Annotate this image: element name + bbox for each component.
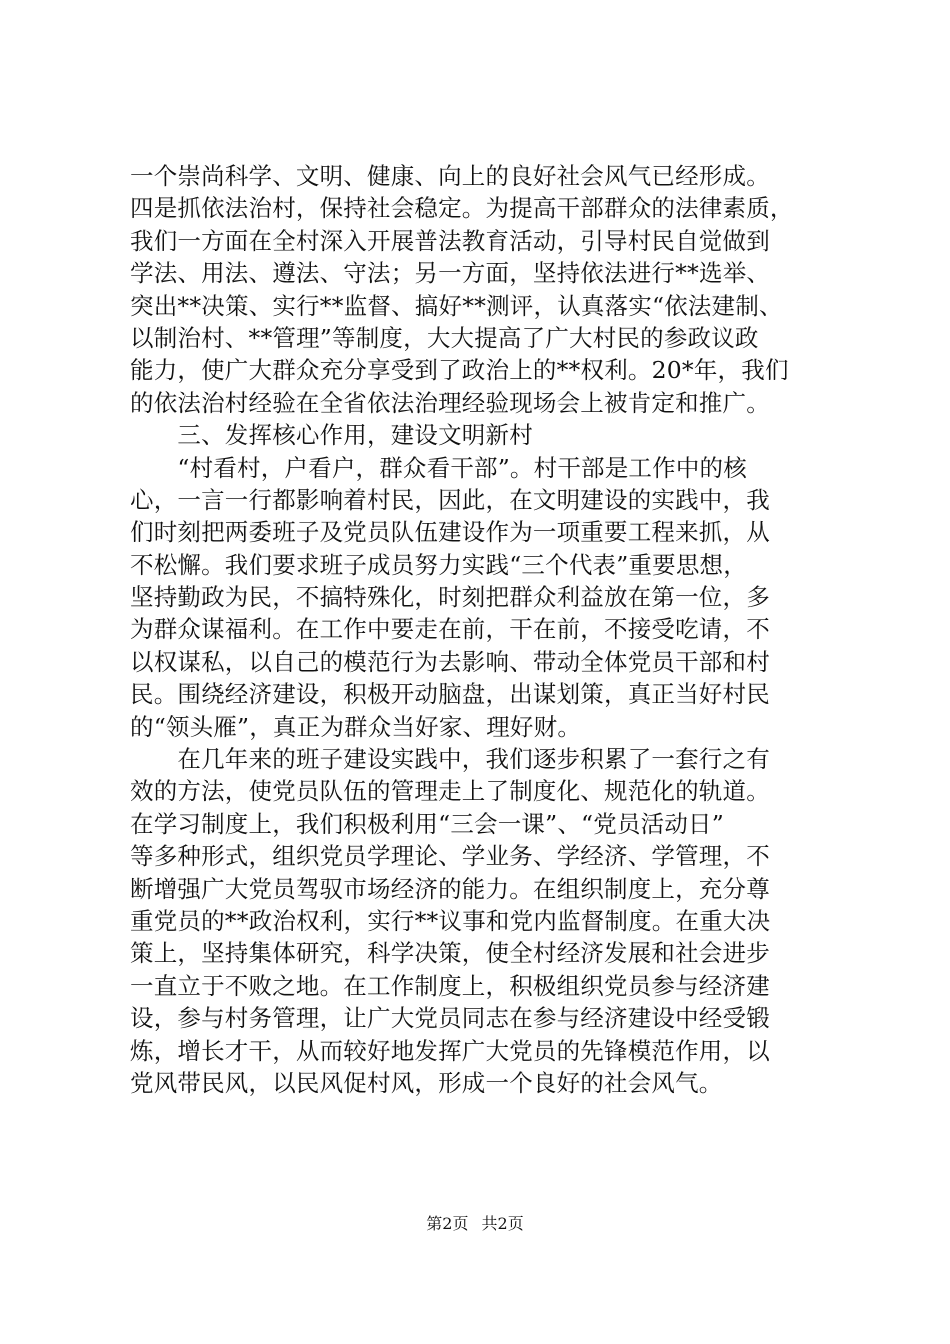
text-line: 重党员的**政治权利，实行**议事和党内监督制度。在重大决: [130, 906, 771, 935]
text-line: 的“领头雁”，真正为群众当好家、理好财。: [130, 712, 582, 741]
text-line: “村看村，户看户，群众看干部”。村干部是工作中的核: [130, 453, 747, 482]
text-line: 为群众谋福利。在工作中要走在前，干在前，不接受吃请，不: [130, 615, 770, 644]
text-line: 效的方法，使党员队伍的管理走上了制度化、规范化的轨道。: [130, 777, 770, 806]
text-line: 党风带民风，以民风促村风，形成一个良好的社会风气。: [130, 1068, 723, 1097]
text-line: 不松懈。我们要求班子成员努力实践“三个代表”重要思想，: [130, 550, 747, 579]
text-line: 等多种形式，组织党员学理论、学业务、学经济、学管理，不: [130, 842, 770, 871]
page-total: 共2页: [481, 1214, 524, 1233]
page-footer: [0, 1213, 950, 1235]
text-line: 设，参与村务管理，让广大党员同志在参与经济建设中经受锻: [130, 1004, 770, 1033]
text-line: 在学习制度上，我们积极利用“三会一课”、“党员活动日”: [130, 809, 724, 838]
text-line: 以制治村、**管理”等制度，大大提高了广大村民的参政议政: [130, 323, 759, 352]
text-line: 一直立于不败之地。在工作制度上，积极组织党员参与经济建: [130, 971, 770, 1000]
text-line: 以权谋私，以自己的模范行为去影响、带动全体党员干部和村: [130, 647, 770, 676]
text-line: 一个崇尚科学、文明、健康、向上的良好社会风气已经形成。: [130, 162, 770, 190]
text-line: 断增强广大党员驾驭市场经济的能力。在组织制度上，充分尊: [130, 874, 770, 903]
text-line: 坚持勤政为民，不搞特殊化，时刻把群众利益放在第一位，多: [130, 583, 770, 612]
text-line: 四是抓依法治村，保持社会稳定。为提高干部群众的法律素质，: [130, 194, 794, 223]
text-line: 的依法治村经验在全省依法治理经验现场会上被肯定和推广。: [130, 388, 770, 417]
text-line: 我们一方面在全村深入开展普法教育活动，引导村民自觉做到: [130, 226, 770, 255]
text-line: 三、发挥核心作用，建设文明新村: [130, 421, 533, 450]
page-number: 第2页: [426, 1214, 469, 1233]
text-line: 们时刻把两委班子及党员队伍建设作为一项重要工程来抓，从: [130, 518, 770, 547]
text-line: 突出**决策、实行**监督、搞好**测评，认真落实“依法建制、: [130, 291, 783, 320]
text-line: 心，一言一行都影响着村民，因此，在文明建设的实践中，我: [130, 485, 770, 514]
text-line: 学法、用法、遵法、守法；另一方面，坚持依法进行**选举、: [130, 259, 771, 288]
text-line: 炼，增长才干，从而较好地发挥广大党员的先锋模范作用，以: [130, 1036, 770, 1065]
text-line: 民。围绕经济建设，积极开动脑盘，出谋划策，真正当好村民: [130, 680, 770, 709]
text-line: 能力，使广大群众充分享受到了政治上的**权利。20*年，我们: [130, 356, 789, 385]
text-line: 在几年来的班子建设实践中，我们逐步积累了一套行之有: [130, 745, 770, 774]
text-line: 策上，坚持集体研究，科学决策，使全村经济发展和社会进步: [130, 939, 770, 968]
document-body: [130, 160, 830, 1099]
